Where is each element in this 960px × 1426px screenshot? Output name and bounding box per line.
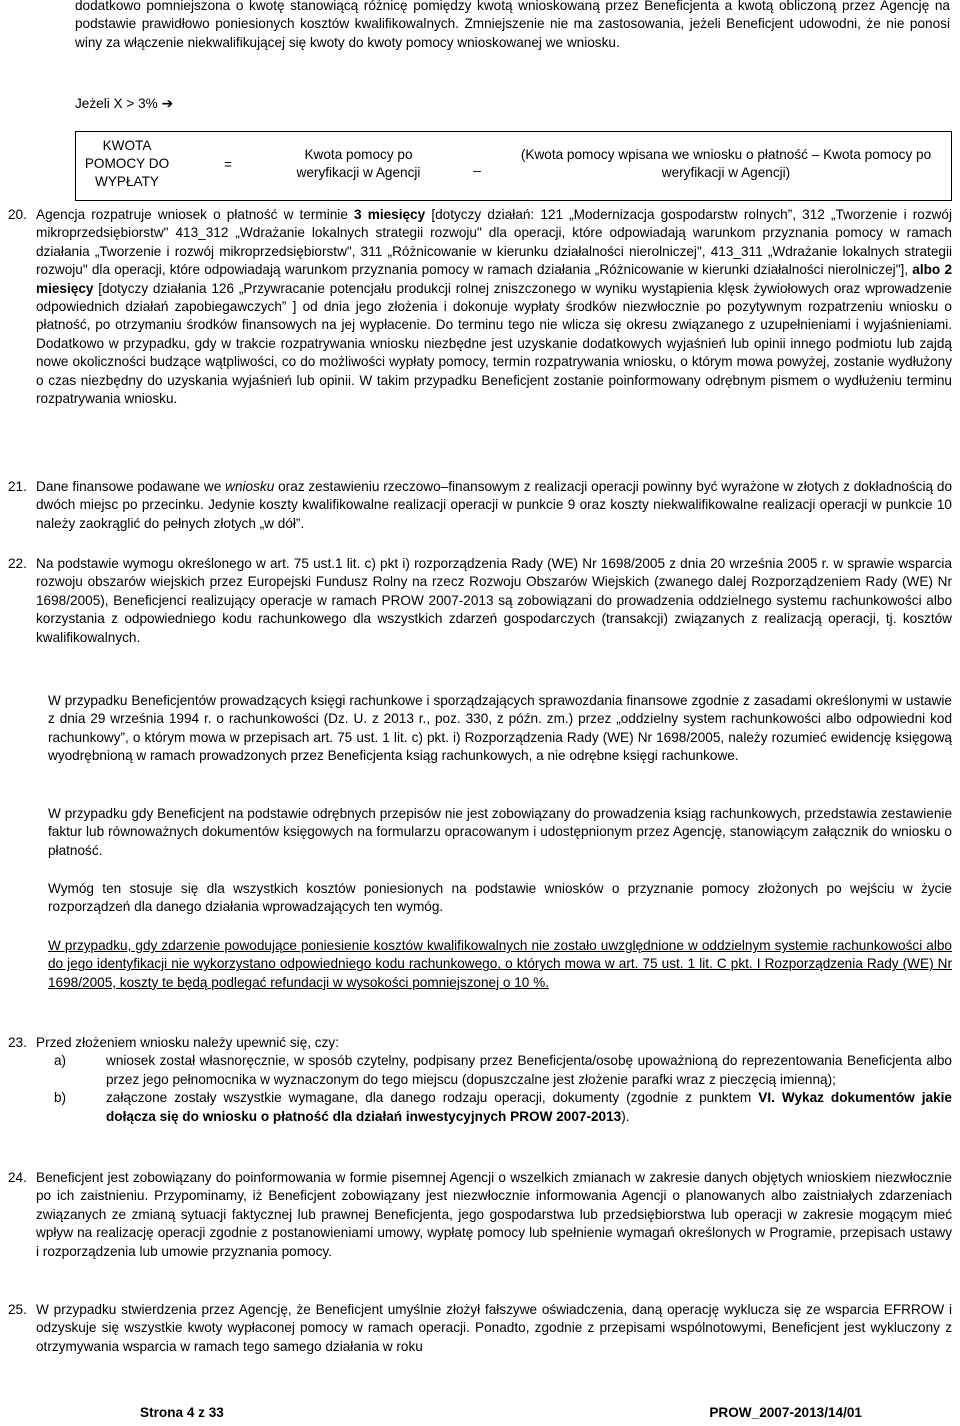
item-text-part: [dotyczy działań: 121 „Modernizacja gospodarstw rolnych”, 312 „Tworzenie i rozwój mikroprzedsiębiorstw" 413_312 „Wdrażanie lokalnych strategii rozwoju" dla operacji, które odpowiadają warunkom przyznania pomocy w ramach działania „Tworzenie i rozwój mikroprzedsiębiorstw", 311 „Różnicowanie w kierunku działalności nierolniczej", 413_311 „Wdrażanie lokalnych strategii rozwoju" dla operacji, które odpowiadają warunkom przyznania pomocy w ramach działania „Różnicowanie w kierunki działalności nierolniczej"], bbox=[36, 207, 953, 278]
sub-text: W przypadku gdy Beneficjent na podstawie odrębnych przepisów nie jest zobowiązany do prowadzenia ksiąg rachunkowych, przedstawia zestawienie faktur lub równoważnych dokumentów księgowych na formularzu opracowanym i udostępnionym przez Agencję, stanowiącym załącznik do wniosku o płatność. bbox=[48, 806, 952, 858]
sub-paragraph-1 bbox=[48, 692, 952, 766]
item-number: 23. bbox=[8, 1035, 27, 1050]
item-bold-part: albo 2 miesięcy bbox=[36, 262, 953, 296]
item-text-part: Dane finansowe podawane we bbox=[36, 479, 226, 494]
sub-text: W przypadku Beneficjentów prowadzących księgi rachunkowe i sporządzających sprawozdania finansowe zgodnie z zasadami określonymi w ustawie z dnia 29 września 1994 r. o rachunkowości (Dz. U. z 2013 r., poz. 330, z późn. zm.) przez „oddzielny system rachunkowości albo odpowiedni kod rachunkowy”, o którym mowa w przepisach art. 75 ust. 1 lit. c) pkt. i) Rozporządzenia Rady (WE) Nr 1698/2005, należy rozumieć ewidencję księgową wyodrębnioną w ramach prowadzonych przez Beneficjenta ksiąg rachunkowych, a nie odrębne księgi rachunkowe. bbox=[48, 693, 952, 764]
formula-equals: = bbox=[224, 157, 232, 172]
sub-text: Wymóg ten stosuje się dla wszystkich kosztów poniesionych na podstawie wniosków o przyznanie pomocy złożonych po wejściu w życie rozporządzeń dla danego działania wprowadzających ten wymóg. bbox=[48, 881, 952, 915]
item-text: W przypadku stwierdzenia przez Agencję, że Beneficjent umyślnie złożył fałszywe oświadczenia, daną operację wyklucza się ze wsparcia EFRROW i odzyskuje się wszystkie kwoty wypłaconej pomocy w ramach operacji. Ponadto, zgodnie z przepisami wspólnotowymi, Beneficjent jest wykluczony z otrzymywania wsparcia w ramach tego samego działania w roku bbox=[36, 1302, 952, 1354]
list-item-25 bbox=[8, 1301, 952, 1356]
sub-list-text: wniosek został własnoręcznie, w sposób czytelny, podpisany przez Beneficjenta/osobę upoważnioną do reprezentowania Beneficjenta albo przez jego pełnomocnika w wyznaczonym do tego miejscu (dopuszczalne jest złożenie parafki wraz z pieczęcią imienną); bbox=[106, 1053, 952, 1087]
sub-list-text-part: załączone zostały wszystkie wymagane, dla danego rodzaju operacji, dokumenty (zgodnie z punktem bbox=[106, 1090, 759, 1106]
item-number: 24. bbox=[8, 1170, 27, 1185]
item-text: Na podstawie wymogu określonego w art. 75 ust.1 lit. c) pkt i) rozporządzenia Rady (WE) Nr 1698/2005 z dnia 20 września 2005 r. w sprawie wsparcia rozwoju obszarów wiejskich przez Europejski Fundusz Rolny na rzecz Rozwoju Obszarów Wiejskich (zwanego dalej Rozporządzeniem Rady (WE) Nr 1698/2005), Beneficjenci realizujący operacje w ramach PROW 2007-2013 są zobowiązani do prowadzenia oddzielnego systemu rachunkowości albo korzystania z odpowiedniego kodu rachunkowego dla wszystkich zdarzeń gospodarczych (transakcji) związanych z realizacją operacji, tj. kosztów kwalifikowalnych. bbox=[36, 556, 952, 645]
sub-text-underlined: W przypadku, gdy zdarzenie powodujące poniesienie kosztów kwalifikowalnych nie zostało uwzględnione w oddzielnym systemie rachunkowości albo do jego identyfikacji nie wykorzystano odpowiedniego kodu rachunkowego, o których mowa w art. 75 ust. 1 lit. C pkt. I Rozporządzenia Rady (WE) Nr 1698/2005, koszty te będą podlegać refundacji w wysokości pomniejszonej o 10 %. bbox=[48, 938, 952, 990]
sub-list-bold-part: VI. Wykaz dokumentów jakie dołącza się do wniosku o płatność dla działań inwestycyjnych PROW 2007-2013 bbox=[106, 1090, 952, 1124]
list-item-22 bbox=[8, 555, 952, 647]
item-number: 22. bbox=[8, 556, 27, 571]
formula-result: KWOTA POMOCY DO WYPŁATY bbox=[84, 138, 170, 189]
sub-list-text-part: ). bbox=[621, 1108, 630, 1124]
sub-list-item-a bbox=[54, 1052, 952, 1089]
item-text-part: oraz zestawieniu rzeczowo–finansowym z realizacji operacji powinny być wyrażone w złotych z dokładnością do dwóch miejsc po przecinku. Jedynie koszty kwalifikowalne realizacji operacji w punkcie 9 oraz koszty niekwalifikowalne realizacji operacji w punkcie 10 należy zaokrąglić do pełnych złotych „w dół”. bbox=[36, 479, 953, 531]
item-text-part: [dotyczy działania 126 „Przywracanie potencjału produkcji rolnej zniszczonego w wyniku wystąpienia klęsk żywiołowych oraz wprowadzenie odpowiednich działań zapobiegawczych” ] od dnia jego złożenia i dokonuje wypłaty środków niezwłocznie po pozytywnym rozpatrzeniu wniosku o płatność, po otrzymaniu środków finansowych na jej wypłacenie. Do terminu tego nie wlicza się okresu związanego z uzupełnieniami i wyjaśnieniami. Dodatkowo w przypadku, gdy w trakcie rozpatrywania wniosku niezbędne jest uzyskanie dodatkowych wyjaśnień lub opinii innego podmiotu lub zajdą nowe okoliczności budzące wątpliwości, co do możliwości wypłaty pomocy, termin rozpatrywania wniosku, o którym mowa powyżej, zostanie wydłużony o czas niezbędny do uzyskania wyjaśnień lub opinii. W takim przypadku Beneficjent zostanie poinformowany odrębnym pismem o wydłużeniu terminu rozpatrywania wniosku. bbox=[36, 280, 952, 407]
sub-list-text bbox=[106, 1089, 952, 1126]
list-item-23 bbox=[8, 1034, 952, 1126]
item-number: 20. bbox=[8, 207, 27, 222]
sub-paragraph-4 bbox=[48, 937, 952, 992]
formula-minus: _ bbox=[473, 157, 481, 172]
formula-box bbox=[75, 131, 952, 201]
item-italic-part: wniosku bbox=[225, 479, 275, 494]
condition-line bbox=[75, 95, 173, 113]
sub-list-label: b) bbox=[54, 1090, 67, 1106]
item-number: 21. bbox=[8, 479, 27, 494]
list-item-20 bbox=[8, 206, 953, 408]
footer-document-code: PROW_2007-2013/14/01 bbox=[709, 1405, 862, 1420]
item-number: 25. bbox=[8, 1302, 27, 1317]
item-bold-part: 3 miesięcy bbox=[354, 207, 426, 222]
formula-term1: Kwota pomocy po weryfikacji w Agencji bbox=[296, 147, 421, 180]
condition-text: Jeżeli X > 3% bbox=[75, 96, 158, 111]
item-text bbox=[36, 478, 952, 533]
list-item-24 bbox=[8, 1169, 952, 1261]
item-text: Beneficjent jest zobowiązany do poinformowania w formie pisemnej Agencji o wszelkich zmianach w zakresie danych objętych wnioskiem niezwłocznie po ich zaistnieniu. Przypominamy, iż Beneficjent zobowiązany jest niezwłocznie informowania Agencji o planowanych albo zaistniałych zdarzeniach związanych ze zmianą sytuacji faktycznej lub prawnej Beneficjenta, jego gospodarstwa lub przedsiębiorstwa lub operacji w zakresie mogącym mieć wpływ na realizację operacji zgodnie z postanowieniami umowy, wypłatę pomocy lub spełnienie wymagań określonych w Programie, przepisach ustawy i rozporządzenia lub umowie przyznania pomocy. bbox=[36, 1170, 952, 1259]
item-text: Przed złożeniem wniosku należy upewnić się, czy: bbox=[36, 1035, 339, 1050]
sub-list-item-b bbox=[54, 1089, 952, 1126]
sub-paragraph-2 bbox=[48, 805, 952, 860]
intro-paragraph: dodatkowo pomniejszona o kwotę stanowiącą różnicę pomiędzy kwotą wnioskowaną przez Beneficjenta a kwotą obliczoną przez Agencję na podstawie prawidłowo poniesionych kosztów kwalifikowalnych. Zmniejszenie nie ma zastosowania, jeżeli Beneficjent udowodni, że nie ponosi winy za włączenie niekwalifikującej się kwoty do kwoty pomocy wnioskowanej we wniosku. bbox=[75, 0, 950, 50]
arrow-right-icon: ➔ bbox=[161, 96, 174, 112]
footer-page-number: Strona 4 z 33 bbox=[140, 1405, 224, 1420]
list-item-21 bbox=[8, 478, 953, 533]
item-text-part: Agencja rozpatruje wniosek o płatność w terminie bbox=[36, 207, 355, 222]
sub-paragraph-3 bbox=[48, 880, 952, 917]
formula-term2: (Kwota pomocy wpisana we wniosku o płatność – Kwota pomocy po weryfikacji w Agencji) bbox=[520, 147, 932, 180]
item-text bbox=[36, 206, 952, 408]
sub-list-label: a) bbox=[54, 1053, 67, 1069]
